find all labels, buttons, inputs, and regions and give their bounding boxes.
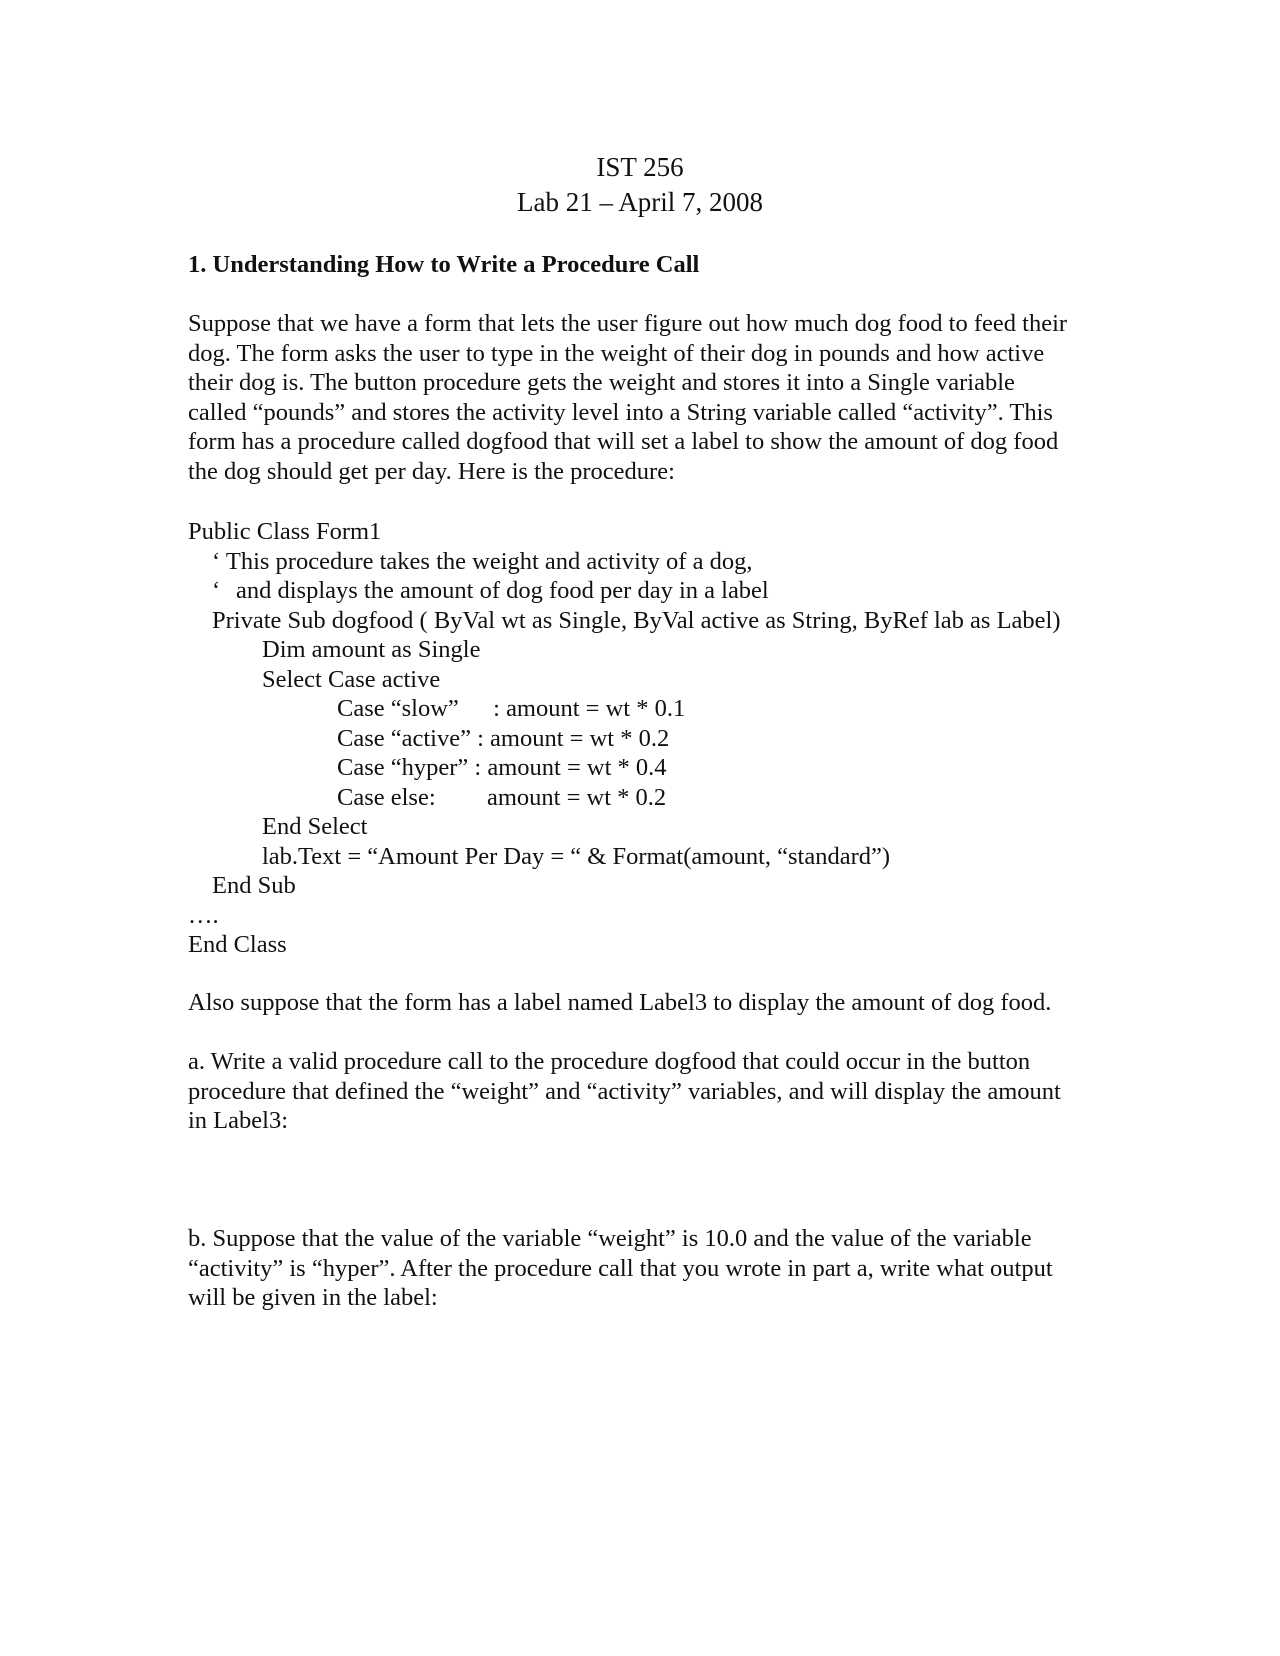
code-class-open: Public Class Form1 bbox=[188, 518, 382, 545]
code-end-select: End Select bbox=[262, 813, 368, 840]
case-expr: amount = wt * 0.1 bbox=[506, 695, 686, 722]
case-sep: : bbox=[487, 695, 507, 722]
intro-line: the dog should get per day. Here is the procedure: bbox=[188, 457, 675, 485]
comment-mark: ‘ bbox=[212, 547, 221, 575]
code-case bbox=[188, 783, 1088, 813]
also-paragraph bbox=[188, 988, 1088, 1018]
case-label: Case else: bbox=[337, 783, 436, 811]
case-expr: amount = wt * 0.2 bbox=[487, 783, 667, 811]
case-label: Case “hyper” bbox=[337, 754, 469, 781]
code-dim: Dim amount as Single bbox=[262, 636, 481, 663]
comment-mark: ‘ bbox=[212, 577, 221, 604]
case-label: Case “slow” bbox=[337, 695, 459, 722]
code-class-close: End Class bbox=[188, 931, 287, 958]
case-label: Case “active” bbox=[337, 724, 471, 752]
code-comment bbox=[188, 576, 1088, 606]
intro-line: form has a procedure called dogfood that will set a label to show the amount of dog food bbox=[188, 428, 1059, 455]
intro-line: called “pounds” and stores the activity level into a String variable called “activity”. This bbox=[188, 398, 1053, 426]
case-expr: amount = wt * 0.2 bbox=[490, 724, 670, 752]
code-case bbox=[188, 753, 1088, 783]
case-expr: amount = wt * 0.4 bbox=[487, 754, 667, 781]
also-line: Also suppose that the form has a label named Label3 to display the amount of dog food. bbox=[188, 989, 1052, 1016]
question-b-line: will be given in the label: bbox=[188, 1284, 438, 1311]
code-case bbox=[188, 694, 1088, 724]
question-b bbox=[188, 1224, 1088, 1313]
case-sep: : bbox=[468, 754, 488, 781]
code-block bbox=[188, 517, 1088, 960]
question-a-line: in Label3: bbox=[188, 1107, 289, 1134]
intro-line: dog. The form asks the user to type in the weight of their dog in pounds and how active bbox=[188, 339, 1045, 367]
intro-paragraph bbox=[188, 309, 1088, 486]
code-end-sub: End Sub bbox=[212, 872, 296, 899]
intro-line: Suppose that we have a form that lets the user figure out how much dog food to feed their bbox=[188, 310, 1068, 337]
question-a bbox=[188, 1047, 1088, 1136]
case-sep: : bbox=[470, 724, 491, 752]
section-heading: 1. Understanding How to Write a Procedure Call bbox=[188, 251, 700, 278]
code-ellipsis: …. bbox=[188, 901, 219, 929]
question-b-line: “activity” is “hyper”. After the procedure call that you wrote in part a, write what output bbox=[188, 1254, 1053, 1282]
code-select: Select Case active bbox=[262, 665, 441, 693]
comment-text: This procedure takes the weight and activity of a dog, bbox=[225, 547, 753, 575]
code-comment bbox=[188, 547, 1088, 577]
lab-title: Lab 21 – April 7, 2008 bbox=[517, 187, 763, 217]
comment-text: and displays the amount of dog food per day in a label bbox=[236, 577, 769, 604]
question-a-line: procedure that defined the “weight” and “activity” variables, and will display the amount bbox=[188, 1077, 1061, 1105]
code-assign: lab.Text = “Amount Per Day = “ & Format(amount, “standard”) bbox=[262, 842, 891, 870]
question-a-line: a. Write a valid procedure call to the procedure dogfood that could occur in the button bbox=[188, 1048, 1031, 1075]
course-title: IST 256 bbox=[596, 152, 684, 182]
code-case bbox=[188, 724, 1088, 754]
question-b-line: b. Suppose that the value of the variable “weight” is 10.0 and the value of the variable bbox=[188, 1225, 1032, 1252]
code-sub-declaration: Private Sub dogfood ( ByVal wt as Single, ByVal active as String, ByRef lab as Label) bbox=[212, 606, 1061, 634]
intro-line: their dog is. The button procedure gets the weight and stores it into a Single variable bbox=[188, 369, 1015, 396]
